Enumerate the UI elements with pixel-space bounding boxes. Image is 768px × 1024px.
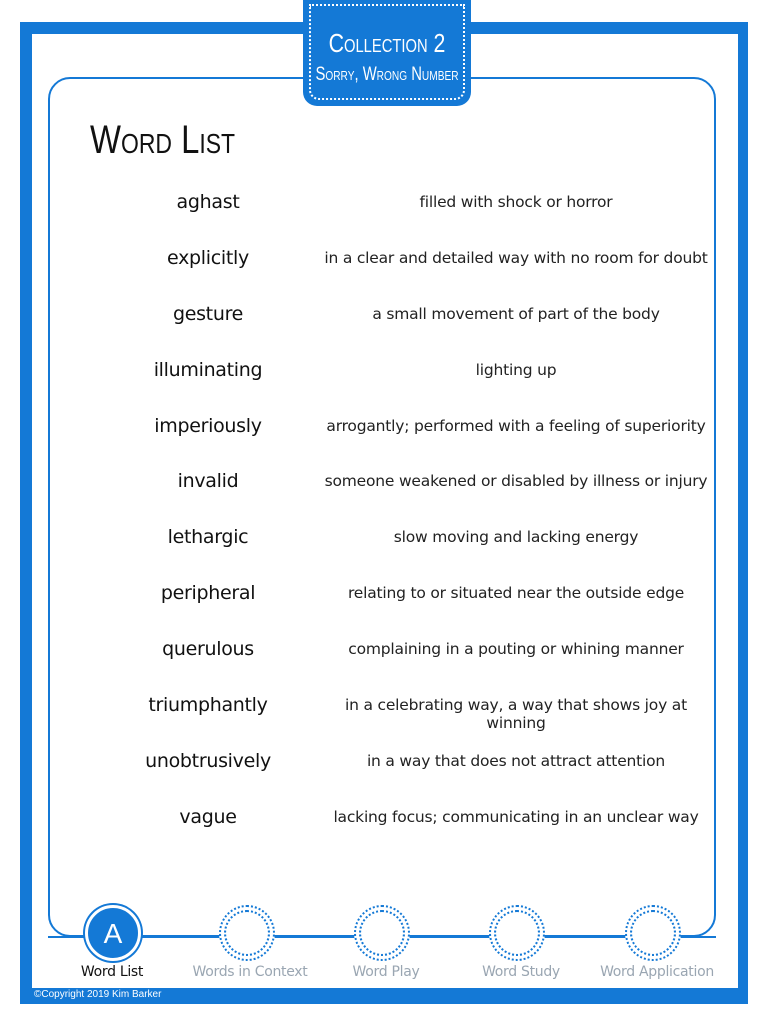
word-term: invalid xyxy=(177,470,239,492)
word-row xyxy=(0,686,768,732)
word-row xyxy=(0,407,768,447)
word-definition: in a clear and detailed way with no room for doubt xyxy=(324,249,708,267)
collection-title: Collection 2 xyxy=(328,28,446,58)
word-term: querulous xyxy=(162,638,254,660)
word-definition: someone weakened or disabled by illness or injury xyxy=(324,472,708,490)
word-row xyxy=(0,351,768,391)
word-definition: in a celebrating way, a way that shows joy at winning xyxy=(345,696,687,732)
word-definition: complaining in a pouting or whining manner xyxy=(348,640,684,658)
word-definition: a small movement of part of the body xyxy=(372,305,660,323)
story-title: Sorry, Wrong Number xyxy=(315,64,459,85)
word-definition: relating to or situated near the outside edge xyxy=(347,584,685,602)
nav-label-word-application[interactable]: Word Application xyxy=(597,964,717,980)
word-row xyxy=(0,462,768,502)
word-term: imperiously xyxy=(154,415,262,437)
word-row xyxy=(0,239,768,279)
word-row xyxy=(0,574,768,614)
word-term: illuminating xyxy=(153,359,263,381)
word-row xyxy=(0,518,768,558)
nav-label-words-in-context[interactable]: Words in Context xyxy=(190,964,310,980)
nav-label-word-list[interactable]: Word List xyxy=(52,964,172,980)
word-row xyxy=(0,798,768,838)
word-row xyxy=(0,295,768,335)
word-row xyxy=(0,742,768,782)
nav-step-word-study[interactable] xyxy=(489,905,545,961)
nav-step-word-play[interactable] xyxy=(354,905,410,961)
word-definition: filled with shock or horror xyxy=(419,193,613,211)
word-term: gesture xyxy=(172,303,244,325)
word-term: triumphantly xyxy=(148,694,268,716)
page-title: Word List xyxy=(90,118,236,162)
word-term: aghast xyxy=(176,191,240,213)
word-term: vague xyxy=(179,806,237,828)
word-definition: slow moving and lacking energy xyxy=(393,528,639,546)
nav-step-letter: A xyxy=(103,918,123,949)
collection-tab xyxy=(303,0,471,106)
nav-step-words-in-context[interactable] xyxy=(219,905,275,961)
word-row xyxy=(0,630,768,670)
nav-step-word-application[interactable] xyxy=(625,905,681,961)
word-row xyxy=(0,183,768,223)
word-definition: lighting up xyxy=(475,361,557,379)
word-term: explicitly xyxy=(167,247,249,269)
copyright-notice: ©Copyright 2019 Kim Barker xyxy=(34,989,162,1000)
word-term: lethargic xyxy=(167,526,249,548)
word-definition: lacking focus; communicating in an unclear way xyxy=(333,808,699,826)
word-term: peripheral xyxy=(160,582,256,604)
nav-step-word-list[interactable] xyxy=(85,905,141,961)
word-term: unobtrusively xyxy=(145,750,271,772)
nav-label-word-play[interactable]: Word Play xyxy=(326,964,446,980)
word-definition: in a way that does not attract attention xyxy=(366,752,666,770)
nav-label-word-study[interactable]: Word Study xyxy=(461,964,581,980)
word-definition: arrogantly; performed with a feeling of superiority xyxy=(326,417,706,435)
